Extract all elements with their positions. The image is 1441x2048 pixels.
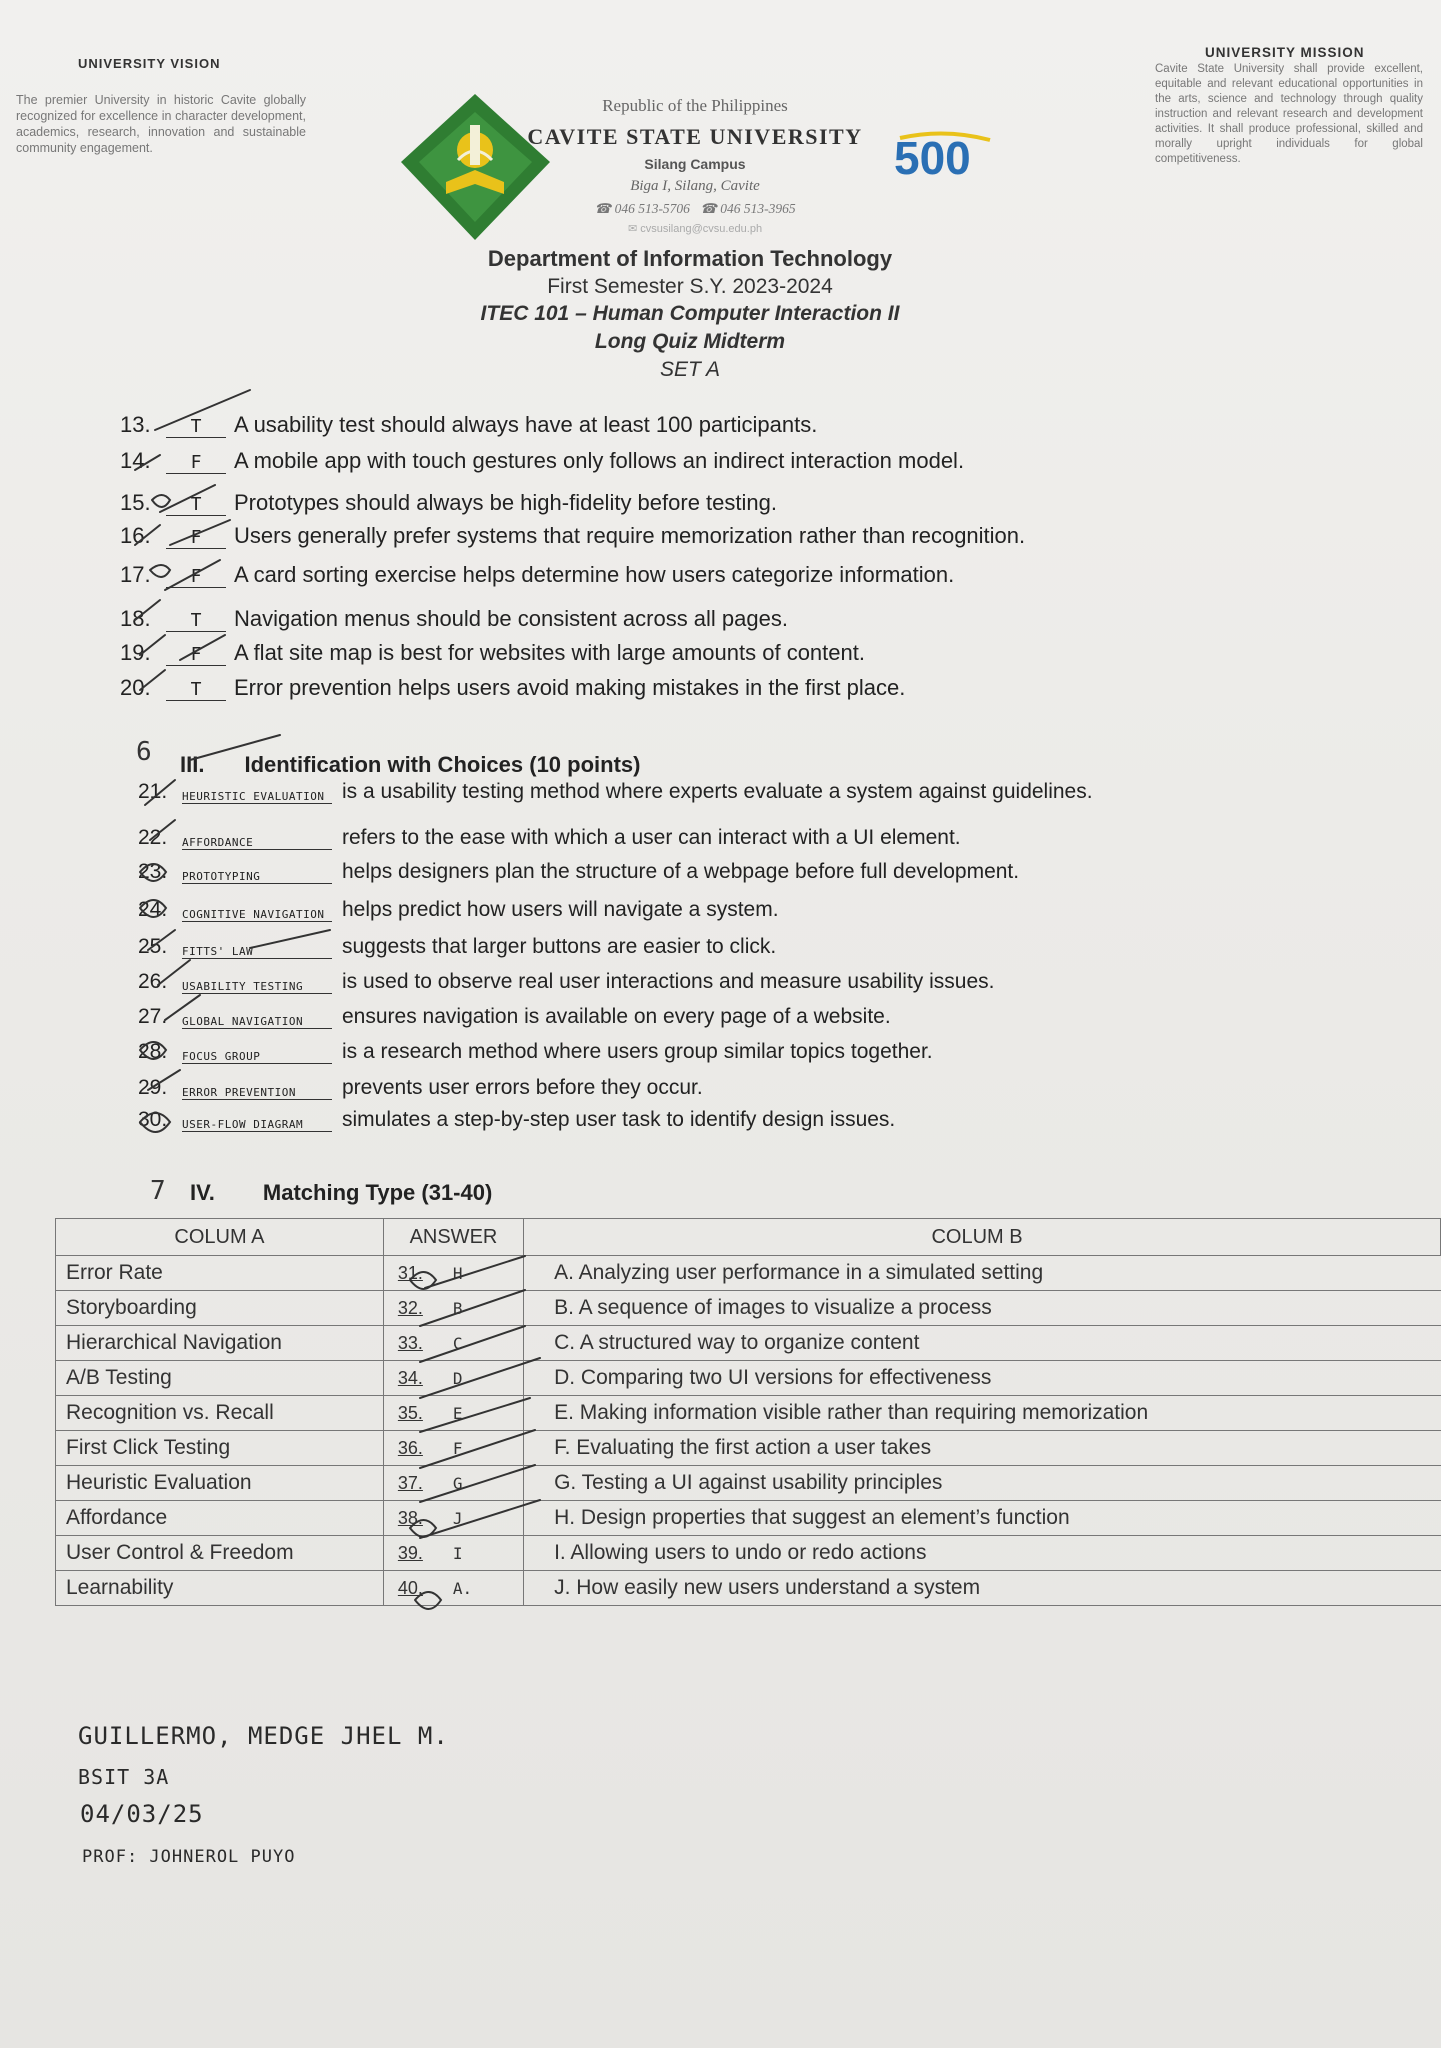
- answer-value: J: [452, 1508, 463, 1528]
- id-item: [138, 1040, 933, 1064]
- section-heading: Matching Type (31-40): [262, 1180, 493, 1205]
- item-number: 15.: [120, 490, 151, 515]
- column-b-cell: J. How easily new users understand a system: [524, 1571, 1441, 1606]
- answer-cell[interactable]: [383, 1431, 523, 1466]
- answer-blank[interactable]: ERROR PREVENTION: [182, 1087, 332, 1100]
- column-b-cell: F. Evaluating the first action a user takes: [524, 1431, 1441, 1466]
- item-number: 25.: [138, 935, 168, 958]
- column-a-cell: Storyboarding: [56, 1291, 384, 1326]
- id-item: [138, 780, 1093, 804]
- email-address: cvsusilang@cvsu.edu.ph: [640, 223, 763, 235]
- anniversary-500-logo-icon: [890, 130, 1000, 184]
- answer-blank[interactable]: F: [166, 644, 226, 666]
- column-a-cell: User Control & Freedom: [56, 1536, 384, 1571]
- answer-value: B: [452, 1298, 463, 1318]
- item-number: 35.: [397, 1402, 423, 1423]
- section-title: [180, 752, 640, 778]
- id-item: [138, 1108, 895, 1132]
- answer-cell[interactable]: [383, 1396, 523, 1431]
- university-name: CAVITE STATE UNIVERSITY: [527, 124, 863, 149]
- professor-name: PROF: JOHNEROL PUYO: [82, 1847, 296, 1867]
- course-title: ITEC 101 – Human Computer Interaction II: [480, 302, 900, 325]
- section-number: IV.: [190, 1180, 215, 1205]
- item-number: 39.: [397, 1542, 423, 1563]
- answer-blank[interactable]: T: [166, 610, 226, 632]
- answer-cell[interactable]: [383, 1361, 523, 1396]
- item-text: A mobile app with touch gestures only follows an indirect interaction model.: [234, 448, 965, 473]
- item-number: 26.: [138, 970, 168, 993]
- answer-value: C: [452, 1333, 463, 1353]
- column-b-cell: C. A structured way to organize content: [524, 1326, 1441, 1361]
- quiz-type: Long Quiz Midterm: [594, 330, 786, 353]
- item-number: 20.: [120, 675, 151, 700]
- table-row: [56, 1466, 1441, 1501]
- item-text: Prototypes should always be high-fidelity before testing.: [234, 490, 777, 515]
- answer-blank[interactable]: T: [166, 494, 226, 516]
- column-a-cell: Heuristic Evaluation: [56, 1466, 384, 1501]
- column-a-cell: Learnability: [56, 1571, 384, 1606]
- item-text: is used to observe real user interactions and measure usability issues.: [342, 970, 995, 993]
- phone-2: 046 513-3965: [720, 201, 796, 216]
- tf-item: [120, 490, 777, 516]
- column-b-cell: H. Design properties that suggest an element’s function: [524, 1501, 1441, 1536]
- table-row: [56, 1291, 1441, 1326]
- item-number: 28.: [138, 1040, 168, 1063]
- column-header: COLUM B: [524, 1219, 1441, 1256]
- republic-label: Republic of the Philippines: [602, 96, 788, 115]
- table-header-row: [56, 1219, 1441, 1256]
- section-title: [190, 1180, 492, 1206]
- column-a-cell: Recognition vs. Recall: [56, 1396, 384, 1431]
- answer-value: G: [452, 1473, 463, 1493]
- item-number: 14.: [120, 448, 151, 473]
- column-a-cell: Affordance: [56, 1501, 384, 1536]
- item-text: is a usability testing method where experts evaluate a system against guidelines.: [342, 780, 1093, 803]
- id-item: [138, 1076, 703, 1100]
- phone-numbers: [480, 201, 910, 217]
- score-mark: 6: [136, 737, 152, 767]
- set-label: SET A: [660, 358, 720, 381]
- table-row: [56, 1431, 1441, 1466]
- answer-cell[interactable]: [383, 1536, 523, 1571]
- item-number: 30.: [138, 1108, 168, 1131]
- tf-item: [120, 675, 905, 701]
- table-row: [56, 1501, 1441, 1536]
- answer-value: F: [452, 1438, 463, 1458]
- item-number: 17.: [120, 562, 151, 587]
- item-text: A card sorting exercise helps determine how users categorize information.: [234, 562, 955, 587]
- answer-value: E: [452, 1403, 463, 1423]
- item-text: A flat site map is best for websites with large amounts of content.: [234, 640, 865, 665]
- tf-item: [120, 562, 954, 588]
- item-number: 31.: [397, 1262, 423, 1283]
- semester-label: First Semester S.Y. 2023-2024: [547, 275, 833, 298]
- item-number: 33.: [397, 1332, 423, 1353]
- id-item: [138, 826, 961, 850]
- student-section: BSIT 3A: [78, 1765, 170, 1789]
- mission-title: UNIVERSITY MISSION: [1205, 45, 1365, 60]
- item-text: helps designers plan the structure of a webpage before full development.: [342, 860, 1020, 883]
- answer-cell[interactable]: [383, 1571, 523, 1606]
- section-number: III.: [180, 752, 205, 777]
- column-b-cell: G. Testing a UI against usability principles: [524, 1466, 1441, 1501]
- item-number: 19.: [120, 640, 151, 665]
- item-text: helps predict how users will navigate a system.: [342, 898, 779, 921]
- item-text: ensures navigation is available on every page of a website.: [342, 1005, 891, 1028]
- item-text: Error prevention helps users avoid making mistakes in the first place.: [234, 675, 906, 700]
- item-number: 34.: [397, 1367, 423, 1388]
- answer-cell[interactable]: [383, 1291, 523, 1326]
- item-number: 37.: [397, 1472, 423, 1493]
- mission-text: Cavite State University shall provide excellent, equitable and relevant educational opportunities in the arts, science and technology through quality instruction and relevant research and development activities. It shall produce professional, skilled and morally upright individuals for global competitiveness.: [1155, 63, 1423, 165]
- table-row: [56, 1536, 1441, 1571]
- column-a-cell: Error Rate: [56, 1256, 384, 1291]
- item-number: 40.: [397, 1577, 423, 1598]
- answer-blank[interactable]: COGNITIVE NAVIGATION: [182, 909, 332, 922]
- table-row: [56, 1256, 1441, 1291]
- answer-blank[interactable]: HEURISTIC EVALUATION: [182, 791, 332, 804]
- tf-item: [120, 412, 817, 438]
- answer-blank[interactable]: F: [166, 452, 226, 474]
- answer-value: I: [452, 1543, 463, 1563]
- table-row: [56, 1396, 1441, 1431]
- matching-table: [55, 1218, 1441, 1606]
- id-item: [138, 970, 995, 994]
- item-text: suggests that larger buttons are easier to click.: [342, 935, 777, 958]
- item-text: prevents user errors before they occur.: [342, 1076, 703, 1099]
- university-header: [480, 96, 910, 235]
- answer-blank[interactable]: F: [166, 527, 226, 549]
- phone-1: 046 513-5706: [614, 201, 690, 216]
- id-item: [138, 860, 1019, 884]
- answer-value: H: [452, 1263, 463, 1283]
- column-b-cell: D. Comparing two UI versions for effectiveness: [524, 1361, 1441, 1396]
- column-header: COLUM A: [56, 1219, 384, 1256]
- item-text: refers to the ease with which a user can interact with a UI element.: [342, 826, 961, 849]
- id-item: [138, 898, 779, 922]
- id-item: [138, 1005, 891, 1029]
- column-header: ANSWER: [383, 1219, 523, 1256]
- anniversary-number: 500: [894, 132, 971, 184]
- vision-text: The premier University in historic Cavite globally recognized for excellence in character development, academics, research, innovation and sustainable community engagement.: [16, 93, 306, 155]
- column-a-cell: Hierarchical Navigation: [56, 1326, 384, 1361]
- column-a-cell: A/B Testing: [56, 1361, 384, 1396]
- item-text: A usability test should always have at least 100 participants.: [234, 412, 818, 437]
- student-name: GUILLERMO, MEDGE JHEL M.: [78, 1722, 449, 1750]
- answer-cell[interactable]: [383, 1256, 523, 1291]
- answer-cell[interactable]: [383, 1326, 523, 1361]
- mail-icon: ✉: [627, 223, 641, 235]
- item-number: 21.: [138, 780, 168, 803]
- column-a-cell: First Click Testing: [56, 1431, 384, 1466]
- item-number: 13.: [120, 412, 151, 437]
- tf-item: [120, 523, 1025, 549]
- id-item: [138, 935, 776, 959]
- answer-blank[interactable]: USER-FLOW DIAGRAM: [182, 1119, 332, 1132]
- answer-cell[interactable]: [383, 1501, 523, 1536]
- answer-blank[interactable]: F: [166, 566, 226, 588]
- score-mark: 7: [150, 1176, 166, 1206]
- email-line: [480, 222, 910, 235]
- item-number: 22.: [138, 826, 168, 849]
- item-number: 16.: [120, 523, 151, 548]
- department-title: Department of Information Technology: [487, 246, 893, 271]
- item-number: 24.: [138, 898, 168, 921]
- item-number: 29.: [138, 1076, 168, 1099]
- answer-value: D: [452, 1368, 463, 1388]
- item-text: simulates a step-by-step user task to identify design issues.: [342, 1108, 896, 1131]
- answer-blank[interactable]: AFFORDANCE: [182, 837, 332, 850]
- item-text: Navigation menus should be consistent across all pages.: [234, 606, 788, 631]
- phone-icon: ☎: [700, 201, 721, 216]
- item-number: 32.: [397, 1297, 423, 1318]
- answer-blank[interactable]: USABILITY TESTING: [182, 981, 332, 994]
- item-number: 18.: [120, 606, 151, 631]
- table-row: [56, 1361, 1441, 1396]
- answer-blank[interactable]: FITTS' LAW: [182, 946, 332, 959]
- campus-address: Biga I, Silang, Cavite: [630, 178, 760, 194]
- item-text: is a research method where users group similar topics together.: [342, 1040, 933, 1063]
- table-row: [56, 1326, 1441, 1361]
- item-number: 23.: [138, 860, 168, 883]
- answer-value: A.: [452, 1578, 473, 1598]
- answer-blank[interactable]: FOCUS GROUP: [182, 1051, 332, 1064]
- answer-blank[interactable]: PROTOTYPING: [182, 871, 332, 884]
- campus-name: Silang Campus: [644, 156, 746, 172]
- quiz-date: 04/03/25: [80, 1800, 204, 1828]
- tf-item: [120, 640, 865, 666]
- answer-blank[interactable]: T: [166, 416, 226, 438]
- item-number: 38.: [397, 1507, 423, 1528]
- item-number: 36.: [397, 1437, 423, 1458]
- tf-item: [120, 606, 788, 632]
- answer-blank[interactable]: T: [166, 679, 226, 701]
- vision-title: UNIVERSITY VISION: [78, 56, 221, 71]
- column-b-cell: I. Allowing users to undo or redo actions: [524, 1536, 1441, 1571]
- answer-cell[interactable]: [383, 1466, 523, 1501]
- phone-icon: ☎: [594, 201, 615, 216]
- column-b-cell: B. A sequence of images to visualize a process: [524, 1291, 1441, 1326]
- column-b-cell: A. Analyzing user performance in a simulated setting: [524, 1256, 1441, 1291]
- answer-blank[interactable]: GLOBAL NAVIGATION: [182, 1016, 332, 1029]
- column-b-cell: E. Making information visible rather than requiring memorization: [524, 1396, 1441, 1431]
- item-number: 27.: [138, 1005, 168, 1028]
- table-row: [56, 1571, 1441, 1606]
- tf-item: [120, 448, 964, 474]
- item-text: Users generally prefer systems that require memorization rather than recognition.: [234, 523, 1026, 548]
- section-heading: Identification with Choices (10 points): [244, 752, 641, 777]
